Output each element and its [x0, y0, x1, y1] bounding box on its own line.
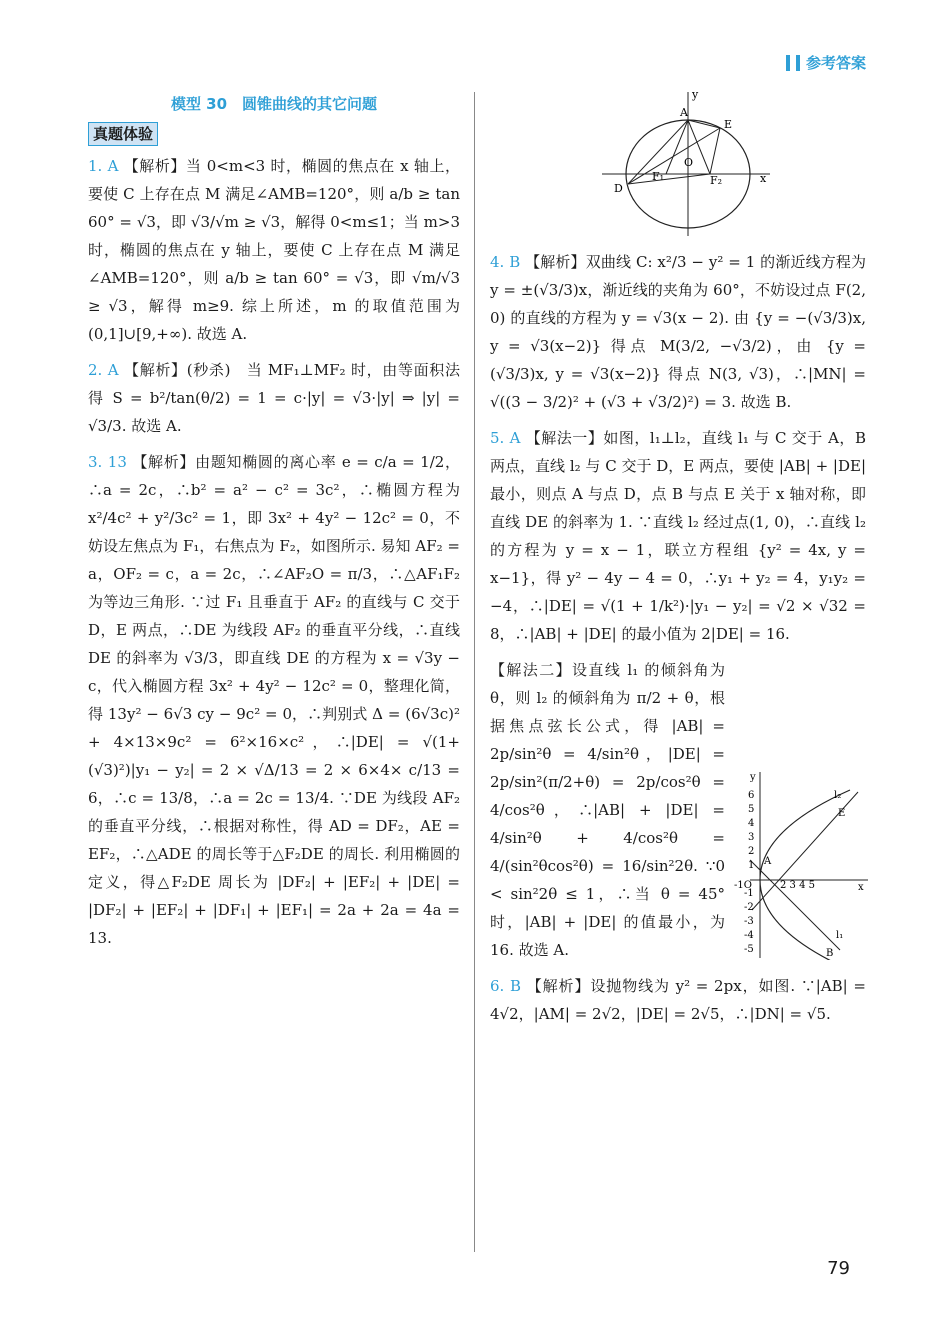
question-1 — [88, 152, 460, 348]
parabola-figure — [730, 770, 870, 960]
fig-label: 2 3 4 5 — [780, 880, 815, 891]
fig-label: x — [760, 172, 767, 185]
fig-label: -1 — [744, 888, 754, 899]
question-number: 2. A — [88, 361, 119, 379]
fig-label: E — [838, 808, 846, 819]
fig-label: 5 — [748, 804, 755, 815]
question-number: 4. B — [490, 253, 521, 271]
question-number: 6. B — [490, 977, 522, 995]
question-5-method-2 — [490, 656, 725, 964]
fig-label: -5 — [744, 944, 754, 955]
fig-label: F₁ — [652, 170, 665, 183]
fig-label: 2 — [748, 846, 755, 857]
question-number: 5. A — [490, 429, 521, 447]
question-3 — [88, 448, 460, 952]
fig-label: -1O — [734, 880, 752, 891]
section-tag: 真题体验 — [88, 122, 158, 146]
question-number: 1. A — [88, 157, 119, 175]
fig-label: A — [680, 106, 688, 119]
question-2 — [88, 356, 460, 440]
question-number: 3. 13 — [88, 453, 127, 471]
fig-label: 3 — [748, 832, 755, 843]
fig-label: D — [614, 182, 623, 195]
left-column — [88, 90, 460, 960]
page-title: 模型 30 圆锥曲线的其它问题 — [170, 95, 378, 113]
question-text: 【解析】(秒杀) 当 MF₁⊥MF₂ 时，由等面积法得 S = b²/tan(θ/2) = 1 = c·|y| = √3·|y| ⇒ |y| = √3/3. 故选 A. — [88, 361, 460, 435]
header-bar-icon — [796, 55, 800, 71]
header-bar-icon — [786, 55, 790, 71]
question-text: 【解析】由题知椭圆的离心率 e = c/a = 1/2，∴a = 2c，∴b² = a² − c² = 3c²，∴椭圆方程为 x²/4c² + y²/3c² = 1，即 3x² + 4y² − 12c² = 0，不妨设左焦点为 F₁，右焦点为 F₂，如图所示. 易知 AF₂ = a，OF₂ = c，a = 2c，∴∠AF₂O = π/3，∴△AF₁F₂ 为等边三角形. ∵过 F₁ 且垂直于 AF₂ 的直线与 C 交于 D，E 两点，∴DE 为线段 AF₂ 的垂直平分线，∴直线 DE 的斜率为 √3/3，即直线 DE 的方程为 x = √3y − c，代入椭圆方程 3x² + 4y² − 12c² = 0，整理化简，得 13y² − 6√3 cy − 9c² = 0，∴判别式 Δ = (6√3c)² + 4×13×9c² = 6²×16×c²，∴|DE| = √(1+(√3)²)|y₁ − y₂| = 2 × √Δ/13 = 2 × 6×4× c/13 = 6，∴c = 13/8，∴a = 2c = 13/4. ∵DE 为线段 AF₂ 的垂直平分线，∴根据对称性，得 AD = DF₂，AE = EF₂，∴△ADE 的周长等于△F₂DE 的周长. 利用椭圆的定义，得△F₂DE 周长为 |DF₂| + |EF₂| + |DE| = |DF₂| + |EF₂| + |DF₁| + |EF₁| = 2a + 2a = 4a = 13. — [88, 453, 460, 947]
page-number: 79 — [827, 1258, 850, 1279]
fig-label: -4 — [744, 930, 754, 941]
header — [786, 52, 866, 73]
fig-label: 1 — [748, 860, 755, 871]
question-text: 【解析】双曲线 C: x²/3 − y² = 1 的渐近线方程为 y = ±(√3/3)x，渐近线的夹角为 60°，不妨设过点 F(2, 0) 的直线的方程为 y = √3(x − 2). 由 {y = −(√3/3)x, y = √3(x−2)} 得点 M(3/2, −√3/2)，由 {y = (√3/3)x, y = √3(x−2)} 得点 N(3, √3)，∴|MN| = √((3 − 3/2)² + (√3 + √3/2)²) = 3. 故选 B. — [490, 253, 866, 411]
column-divider — [474, 92, 475, 1252]
fig-label: -2 — [744, 902, 754, 913]
fig-label: y — [750, 772, 756, 783]
question-4 — [490, 248, 866, 416]
question-6 — [490, 972, 866, 1028]
ellipse-figure — [600, 88, 778, 238]
fig-label: 6 — [748, 790, 755, 801]
fig-label: x — [858, 882, 864, 893]
fig-label: 4 — [748, 818, 755, 829]
question-5 — [490, 424, 866, 648]
fig-label: B — [826, 948, 834, 959]
fig-label: E — [724, 118, 733, 131]
fig-label: A — [764, 856, 772, 867]
fig-label: F₂ — [710, 174, 723, 187]
fig-label: y — [692, 88, 699, 101]
question-text: 【解法二】设直线 l₁ 的倾斜角为 θ，则 l₂ 的倾斜角为 π/2 + θ，根据焦点弦长公式，得 |AB| = 2p/sin²θ = 4/sin²θ，|DE| = 2p/sin²(π/2+θ) = 2p/cos²θ = 4/cos²θ，∴|AB| + |DE| = 4/sin²θ + 4/cos²θ = 4/(sin²θcos²θ) = 16/sin²2θ. ∵0 < sin²2θ ≤ 1，∴当 θ = 45° 时，|AB| + |DE| 的值最小，为 16. 故选 A. — [490, 661, 725, 959]
question-text: 【解法一】如图，l₁⊥l₂，直线 l₁ 与 C 交于 A，B 两点，直线 l₂ 与 C 交于 D，E 两点，要使 |AB| + |DE| 最小，则点 A 与点 D，点 B 与点 E 关于 x 轴对称，即直线 DE 的斜率为 1. ∵直线 l₂ 经过点(1, 0)，∴直线 l₂ 的方程为 y = x − 1，联立方程组 {y² = 4x, y = x−1}，得 y² − 4y − 4 = 0，∴y₁ + y₂ = 4，y₁y₂ = −4，∴|DE| = √(1 + 1/k²)·|y₁ − y₂| = √2 × √32 = 8，∴|AB| + |DE| 的最小值为 2|DE| = 16. — [490, 429, 866, 643]
fig-label: O — [684, 156, 694, 169]
question-text: 【解析】设抛物线为 y² = 2px，如图. ∵|AB| = 4√2，|AM| = 2√2，|DE| = 2√5，∴|DN| = √5. — [490, 977, 866, 1023]
fig-label: l₂ — [834, 790, 842, 801]
header-label: 参考答案 — [805, 54, 866, 72]
question-text: 【解析】当 0<m<3 时，椭圆的焦点在 x 轴上，要使 C 上存在点 M 满足∠AMB=120°，则 a/b ≥ tan 60° = √3，即 √3/√m ≥ √3，解得 0<m≤1；当 m>3 时，椭圆的焦点在 y 轴上，要使 C 上存在点 M 满足∠AMB=120°，则 a/b ≥ tan 60° = √3，即 √m/√3 ≥ √3，解得 m≥9. 综上所述，m 的取值范围为(0,1]∪[9,+∞). 故选 A. — [88, 157, 460, 343]
fig-label: -3 — [744, 916, 754, 927]
fig-label: l₁ — [836, 930, 844, 941]
